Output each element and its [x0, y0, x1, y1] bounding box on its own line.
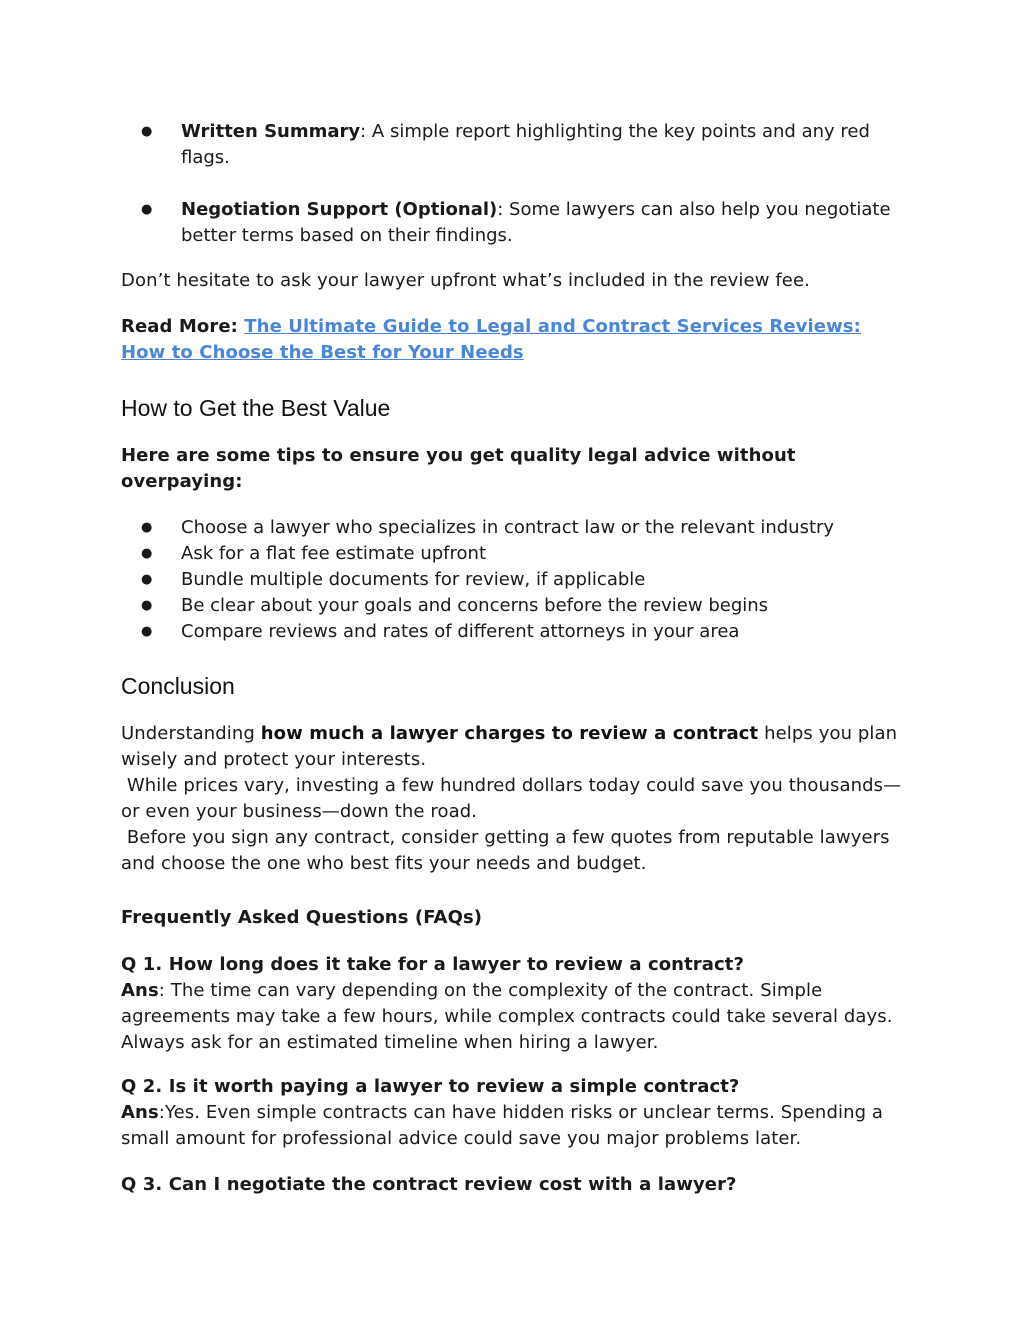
tips-list	[121, 515, 911, 645]
bullet-icon: ●	[141, 546, 153, 561]
tip-text: Be clear about your goals and concerns before the review begins	[181, 595, 769, 616]
bullet-term: Written Summary	[181, 121, 361, 142]
faq-answer	[121, 978, 911, 1056]
list-item	[121, 619, 911, 645]
list-item	[121, 541, 911, 567]
bullet-text: : Some lawyers can also help you negotiate better terms based on their findings.	[181, 199, 891, 246]
bullet-icon: ●	[141, 202, 153, 217]
bullet-icon: ●	[141, 624, 153, 639]
read-more-label: Read More:	[121, 316, 245, 337]
best-value-heading: How to Get the Best Value	[121, 395, 391, 421]
bullet-icon: ●	[141, 124, 153, 139]
tip-text: Bundle multiple documents for review, if applicable	[181, 569, 646, 590]
conclusion-body	[121, 721, 911, 877]
list-item	[121, 197, 911, 249]
faq-answer	[121, 1100, 911, 1152]
answer-text: : The time can vary depending on the complexity of the contract. Simple agreements may take a few hours, while complex contracts could take several days. Always ask for an estimated timeline when hiring a lawyer.	[121, 980, 893, 1053]
bullet-text: : A simple report highlighting the key points and any red flags.	[181, 121, 870, 168]
fee-note: Don’t hesitate to ask your lawyer upfront what’s included in the review fee.	[121, 270, 810, 291]
faq-question: Q 3. Can I negotiate the contract review cost with a lawyer?	[121, 1174, 737, 1195]
bullet-icon: ●	[141, 520, 153, 535]
answer-label: Ans	[121, 980, 159, 1001]
conclusion-paragraph	[121, 721, 911, 773]
conclusion-text: helps you plan wisely and protect your interests.	[121, 723, 898, 770]
bullet-term: Negotiation Support (Optional)	[181, 199, 498, 220]
list-item	[121, 593, 911, 619]
faq-item	[121, 952, 911, 1056]
answer-text: :Yes. Even simple contracts can have hidden risks or unclear terms. Spending a small amount for professional advice could save you major problems later.	[121, 1102, 884, 1149]
read-more	[121, 314, 911, 366]
services-list	[121, 119, 911, 249]
faq-question: Q 1. How long does it take for a lawyer to review a contract?	[121, 954, 745, 975]
bullet-icon: ●	[141, 572, 153, 587]
tip-text: Ask for a flat fee estimate upfront	[181, 543, 486, 564]
bullet-icon: ●	[141, 598, 153, 613]
list-item	[121, 567, 911, 593]
read-more-link[interactable]: The Ultimate Guide to Legal and Contract Services Reviews: How to Choose the Best for Your Needs	[121, 316, 861, 363]
conclusion-emphasis: how much a lawyer charges to review a contract	[260, 723, 759, 744]
conclusion-heading: Conclusion	[121, 673, 235, 699]
tip-text: Choose a lawyer who specializes in contract law or the relevant industry	[181, 517, 835, 538]
list-item	[121, 119, 911, 171]
best-value-intro: Here are some tips to ensure you get quality legal advice without overpaying:	[121, 445, 796, 492]
faq-item	[121, 1074, 911, 1152]
answer-label: Ans	[121, 1102, 159, 1123]
list-item	[121, 515, 911, 541]
conclusion-paragraph: Before you sign any contract, consider getting a few quotes from reputable lawyers and choose the one who best fits your needs and budget.	[121, 827, 896, 874]
conclusion-paragraph: While prices vary, investing a few hundred dollars today could save you thousands—or even your business—down the road.	[121, 775, 902, 822]
conclusion-text: Understanding	[121, 723, 261, 744]
faq-heading: Frequently Asked Questions (FAQs)	[121, 907, 483, 928]
faq-question: Q 2. Is it worth paying a lawyer to review a simple contract?	[121, 1076, 740, 1097]
faq-item	[121, 1172, 911, 1198]
tip-text: Compare reviews and rates of different attorneys in your area	[181, 621, 740, 642]
